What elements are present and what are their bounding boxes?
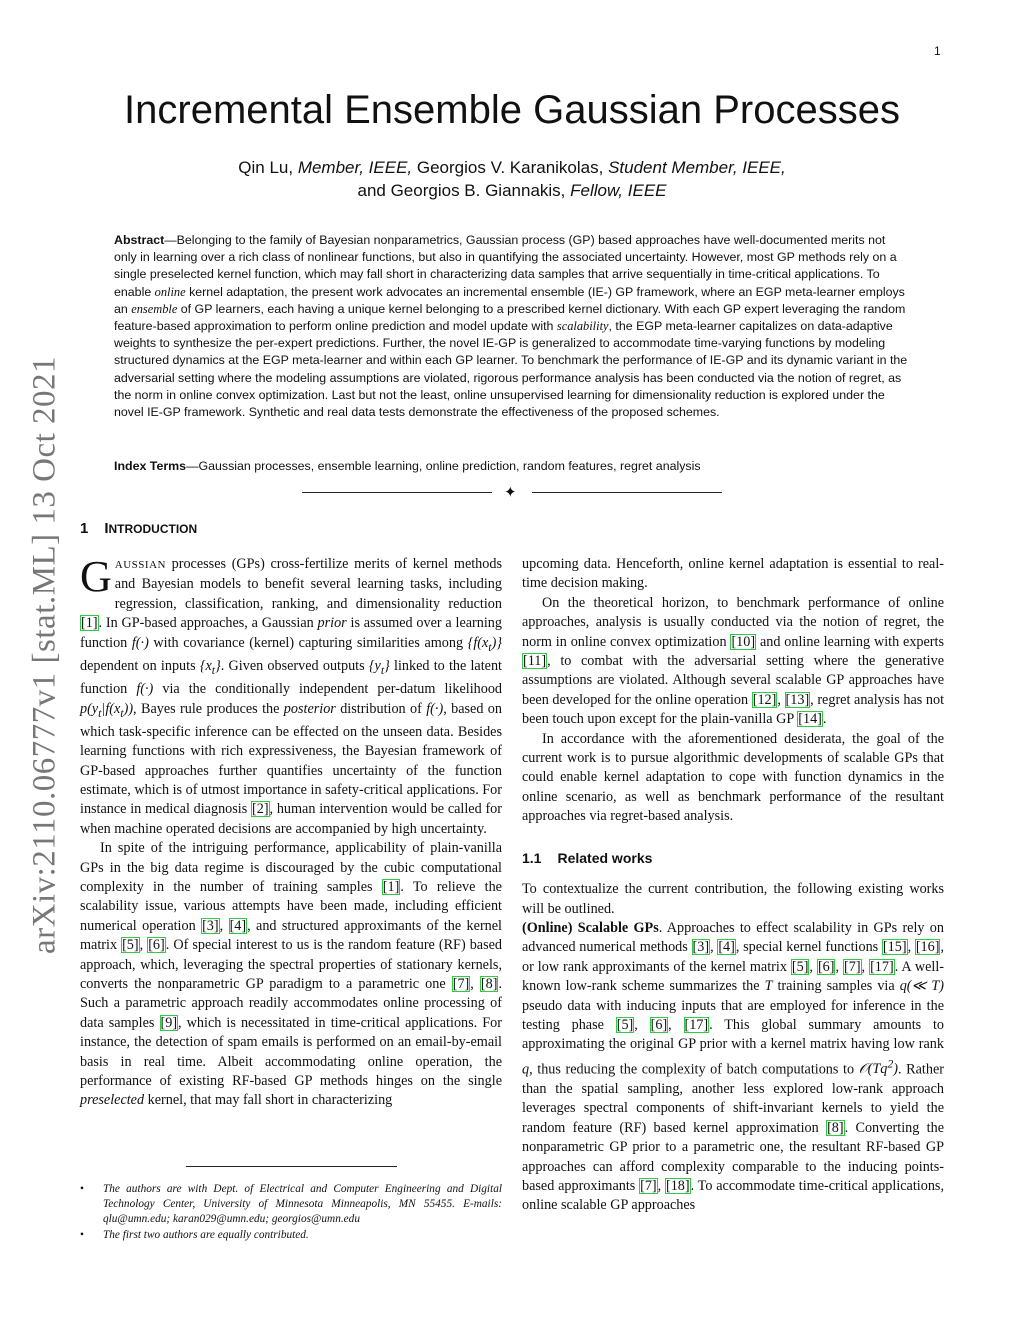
text: , which is necessitated in time-critical applications. For instance, the detection of spam emails is performed on an email-by-email basis in real time. Albeit accommodating online operation, the performance of existing RF-based GP methods hinges on the single bbox=[80, 1014, 502, 1090]
citation-link[interactable]: [14] bbox=[798, 711, 822, 728]
text: , bbox=[835, 958, 843, 975]
text: kernel, that may fall short in characterizing bbox=[144, 1092, 393, 1109]
text: , bbox=[139, 937, 148, 954]
math-part: {y bbox=[368, 657, 381, 674]
text: , based on which task-specific inference can be effected on the unseen data. Besides learning functions with rich expressiveness, the Bayesian framework of GP-based approaches further quantifies uncertainty of the function estimate, which is of utmost importance in safety-critical applications. For instance in medical diagnosis bbox=[80, 700, 502, 818]
text: In spite of the intriguing performance, applicability of plain-vanilla GPs in the big data regime is discouraged by the cubic computational complexity in the number of training samples bbox=[80, 840, 502, 895]
citation-link[interactable]: [18] bbox=[665, 1177, 690, 1194]
math: q bbox=[522, 1061, 530, 1078]
text: processes (GPs) cross-fertilize merits of kernel methods and Bayesian models to benefit several learning tasks, including regression, classification, ranking, and dimensionality reduction bbox=[114, 556, 502, 612]
text: . Such a parametric approach readily accommodates online processing of data samples bbox=[80, 976, 503, 1031]
citation-link[interactable]: [4] bbox=[229, 917, 247, 934]
text: pseudo data with inducing inputs that are employed for inference in the testing phase bbox=[522, 997, 944, 1033]
abstract bbox=[114, 232, 910, 421]
text: with covariance (kernel) capturing similarities among bbox=[148, 634, 468, 651]
footnote-rule bbox=[186, 1166, 397, 1167]
text: distribution of bbox=[335, 700, 427, 717]
paragraph: To contextualize the current contribution, the following existing works will be outlined. bbox=[522, 881, 944, 917]
bullet-icon: • bbox=[80, 1229, 84, 1241]
citation-link[interactable]: [11] bbox=[523, 653, 547, 670]
text: . To accommodate time-critical applications, online scalable GP approaches bbox=[522, 1177, 944, 1214]
text: , thus reducing the complexity of batch computations to bbox=[529, 1061, 859, 1078]
text: . Rather than the spatial sampling, another less explored low-rank approach leverages spectral components of shift-invariant kernels to yield the random feature (RF) based kernel approximation bbox=[522, 1061, 944, 1136]
index-terms bbox=[114, 458, 910, 475]
citation-link[interactable]: [15] bbox=[882, 939, 907, 956]
math-part: )} bbox=[491, 634, 502, 651]
paragraph bbox=[80, 839, 502, 1111]
citation-link[interactable]: [8] bbox=[480, 976, 498, 993]
section-title-initial: I bbox=[104, 520, 109, 537]
abstract-text: , the EGP meta-learner capitalizes on data-adaptive weights to synthesize the per-expert predictions. Further, the novel IE-GP is generalized to accommodate time-varying functions by modeling structured dynamics at the EGP meta-learner and within each GP learner. To benchmark the performance of IE-GP and its dynamic variant in the adversarial setting where the modeling assumptions are violated, rigorous performance analysis has been conducted via the notion of regret, as the norm in online convex optimization. Last but not the least, online unsupervised learning for dimensionality reduction is explored under the novel IE-GP framework. Synthetic and real data tests demonstrate the effectiveness of the proposed schemes. bbox=[114, 319, 908, 420]
math-superscript: 2 bbox=[887, 1056, 894, 1071]
math-part: {f(x bbox=[467, 634, 489, 651]
citation-link[interactable]: [5] bbox=[791, 958, 809, 975]
footnote-text: The authors are with Dept. of Electrical and Computer Engineering and Digital Technology Center, University of Minnesota Minneapolis, MN 55455. E-mails: qlu@umn.edu; karan029@umn.edu; georgios@umn.edu bbox=[103, 1183, 502, 1225]
drop-cap: G bbox=[80, 552, 112, 601]
text: , or low rank approximants of the kernel matrix bbox=[522, 939, 945, 975]
text: dependent on inputs bbox=[80, 657, 200, 674]
text: . bbox=[822, 711, 827, 728]
citation-link[interactable]: [5] bbox=[616, 1016, 634, 1033]
bullet-icon: • bbox=[80, 1183, 84, 1195]
text: , to combat with the adversarial setting where the generative assumptions are violated. Although several scalable GP approaches have been developed for the online operation bbox=[522, 653, 944, 708]
author-role: Fellow, IEEE bbox=[570, 181, 667, 200]
page-number: 1 bbox=[934, 44, 941, 58]
citation-link[interactable]: [6] bbox=[650, 1016, 668, 1033]
author-name: and Georgios B. Giannakis, bbox=[357, 181, 571, 200]
index-terms-label: Index Terms bbox=[114, 459, 187, 473]
text: , regret analysis has not been touch upon except for the plain-vanilla GP bbox=[522, 691, 945, 728]
paragraph: upcoming data. Henceforth, online kernel adaptation is essential to real-time decision making. bbox=[522, 556, 944, 592]
subsection-heading-related-works bbox=[522, 849, 944, 868]
text: . Given observed outputs bbox=[220, 657, 369, 674]
author-role: Student Member, IEEE, bbox=[608, 158, 786, 177]
math: f(·) bbox=[131, 634, 149, 651]
citation-link[interactable]: [7] bbox=[640, 1177, 657, 1194]
paper-title: Incremental Ensemble Gaussian Processes bbox=[124, 88, 900, 132]
math: f(·) bbox=[426, 700, 444, 717]
text: is assumed over a learning function bbox=[80, 615, 502, 651]
math bbox=[467, 634, 502, 654]
citation-link[interactable]: [2] bbox=[252, 801, 269, 818]
math-part: 𝒪(Tq bbox=[858, 1061, 888, 1078]
math-part: ) bbox=[893, 1061, 898, 1078]
text: , bbox=[657, 1177, 665, 1194]
author-name: Qin Lu, bbox=[238, 158, 298, 177]
divider-line-right bbox=[532, 492, 722, 493]
citation-link[interactable]: [16] bbox=[915, 939, 940, 956]
section-number: 1 bbox=[80, 520, 89, 537]
text: . Converting the nonparametric GP prior to a parametric one, the resultant RF-based GP approaches can afford complexity comparable to the inducing points-based approximants bbox=[522, 1119, 945, 1194]
math-subscript: t bbox=[120, 705, 124, 720]
index-terms-text: —Gaussian processes, ensemble learning, online prediction, random features, regret analysis bbox=[186, 459, 701, 473]
abstract-emphasis: ensemble bbox=[131, 301, 178, 316]
citation-link[interactable]: [6] bbox=[148, 937, 165, 954]
abstract-label: Abstract bbox=[114, 233, 165, 247]
author-list bbox=[0, 156, 1024, 202]
text: , bbox=[861, 958, 870, 975]
author-line-1 bbox=[0, 156, 1024, 179]
math: f(·) bbox=[136, 681, 154, 698]
text: . Approaches to effect scalability in GPs rely on advanced numerical methods bbox=[522, 919, 944, 956]
citation-link[interactable]: [13] bbox=[785, 691, 810, 708]
divider-line-left bbox=[302, 492, 492, 493]
text: , bbox=[634, 1016, 650, 1033]
math-subscript: t bbox=[211, 662, 216, 677]
footnote-text: The first two authors are equally contributed. bbox=[103, 1229, 309, 1241]
paragraph: In accordance with the aforementioned desiderata, the goal of the current work is to pursue algorithmic developments of scalable GPs that could enable kernel adaptation to cope with function dynamics in the online scenario, as well as benchmark performance of the resultant approaches via regret-based analysis. bbox=[522, 730, 944, 825]
math bbox=[368, 657, 390, 677]
text: On the theoretical horizon, to benchmark performance of online approaches, analysis is usually conducted via the notion of regret, the norm in online convex optimization bbox=[522, 594, 944, 650]
citation-link[interactable]: [4] bbox=[718, 939, 735, 956]
text: training samples via bbox=[772, 978, 900, 995]
math-part: p(y bbox=[80, 700, 99, 717]
paragraph bbox=[522, 919, 944, 1216]
left-column bbox=[80, 552, 503, 1111]
abstract-emphasis: scalability bbox=[556, 319, 609, 334]
text: , special kernel functions bbox=[735, 939, 882, 956]
author-name: Georgios V. Karanikolas, bbox=[412, 158, 609, 177]
math: T bbox=[764, 978, 773, 995]
text: , bbox=[809, 958, 817, 975]
text: . To relieve the scalability issue, various attempts have been made, including efficient numerical operation bbox=[80, 878, 502, 934]
arxiv-stamp: arXiv:2110.06777v1 [stat.ML] 13 Oct 2021 bbox=[26, 355, 63, 955]
subsection-title: Related works bbox=[557, 849, 653, 866]
citation-link[interactable]: [17] bbox=[684, 1016, 709, 1033]
emphasis: prior bbox=[317, 615, 347, 632]
text: . In GP-based approaches, a Gaussian bbox=[98, 615, 318, 632]
text: , Bayes rule produces the bbox=[133, 700, 284, 717]
math: q(≪ T) bbox=[899, 978, 944, 995]
citation-link[interactable]: [5] bbox=[122, 937, 139, 954]
text: . A well-known low-rank scheme summarizes the bbox=[522, 958, 945, 995]
footnote-item bbox=[80, 1228, 502, 1243]
divider-star-icon: ✦ bbox=[504, 485, 517, 501]
math-part: } bbox=[384, 657, 390, 674]
math bbox=[80, 700, 134, 720]
subsection-number: 1.1 bbox=[522, 849, 542, 866]
section-title-rest: NTRODUCTION bbox=[108, 522, 198, 536]
math bbox=[199, 657, 221, 677]
text: , human intervention would be called for when machine operated decisions are accompanied by high uncertainty. bbox=[80, 801, 502, 837]
right-column bbox=[522, 555, 944, 1216]
paragraph bbox=[80, 552, 503, 839]
text: . Of special interest to us is the random feature (RF) based approach, which, leveraging the spectral properties of stationary kernels, converts the nonparametric GP paradigm to a parametric one bbox=[80, 937, 502, 993]
math-part: {x bbox=[199, 657, 212, 674]
emphasis: posterior bbox=[283, 700, 336, 717]
text: . This global summary amounts to approximating the original GP prior with a kernel matrix having low rank bbox=[522, 1016, 945, 1053]
emphasis: preselected bbox=[80, 1092, 145, 1109]
citation-link[interactable]: [3] bbox=[692, 939, 710, 956]
math-part: } bbox=[215, 657, 221, 674]
text: , and structured approximants of the kernel matrix bbox=[80, 917, 502, 954]
citation-link[interactable]: [1] bbox=[81, 615, 98, 632]
author-role: Member, IEEE, bbox=[297, 158, 413, 177]
smallcaps-text: AUSSIAN bbox=[114, 559, 166, 571]
abstract-text: —Belonging to the family of Bayesian nonparametrics, Gaussian process (GP) based approaches have well-documented merits not only in learning over a rich class of nonlinear functions, but also in quantifying the associated uncertainty. However, most GP methods rely on a single preselected kernel function, which may fall short in characterizing data samples that arrive sequentially in time-critical applications. To enable bbox=[114, 233, 897, 299]
math-subscript: t bbox=[488, 639, 492, 654]
footnote-item bbox=[80, 1182, 502, 1227]
text: , bbox=[470, 976, 480, 993]
citation-link[interactable]: [10] bbox=[731, 633, 756, 650]
author-line-2 bbox=[0, 179, 1024, 202]
citation-link[interactable]: [17] bbox=[870, 958, 894, 975]
citation-link[interactable]: [3] bbox=[202, 917, 219, 934]
citation-link[interactable]: [7] bbox=[452, 976, 470, 993]
text: and online learning with experts bbox=[756, 633, 944, 650]
citation-link[interactable]: [7] bbox=[844, 958, 861, 975]
math-subscript: t bbox=[98, 705, 102, 720]
math-part: |f(x bbox=[101, 700, 121, 717]
text: , bbox=[907, 939, 915, 956]
citation-link[interactable]: [9] bbox=[160, 1014, 178, 1031]
abstract-text: of GP learners, each having a unique kernel belonging to a prescribed kernel dictionary. With each GP expert leveraging the random feature-based approximation to perform online prediction and model update with bbox=[114, 301, 906, 334]
math-subscript: t bbox=[380, 662, 385, 677]
citation-link[interactable]: [8] bbox=[827, 1119, 844, 1136]
abstract-text: kernel adaptation, the present work advocates an incremental ensemble (IE-) GP framework, where an EGP meta-learner employs an bbox=[114, 284, 905, 316]
text: linked to the latent function bbox=[80, 657, 502, 698]
section-divider bbox=[302, 485, 722, 501]
math bbox=[858, 1056, 898, 1078]
text: , bbox=[710, 939, 718, 956]
text: , bbox=[219, 917, 229, 934]
footnotes bbox=[80, 1182, 502, 1244]
text: , bbox=[777, 691, 785, 708]
section-heading-introduction bbox=[80, 520, 197, 537]
paragraph-lead: (Online) Scalable GPs bbox=[522, 919, 659, 936]
citation-link[interactable]: [6] bbox=[817, 958, 835, 975]
citation-link[interactable]: [12] bbox=[752, 691, 777, 708]
math-part: )) bbox=[123, 700, 134, 717]
citation-link[interactable]: [1] bbox=[382, 878, 400, 895]
paragraph bbox=[522, 594, 944, 730]
text: , bbox=[668, 1016, 684, 1033]
abstract-emphasis: online bbox=[154, 284, 186, 299]
text: via the conditionally independent per-datum likelihood bbox=[153, 681, 503, 698]
